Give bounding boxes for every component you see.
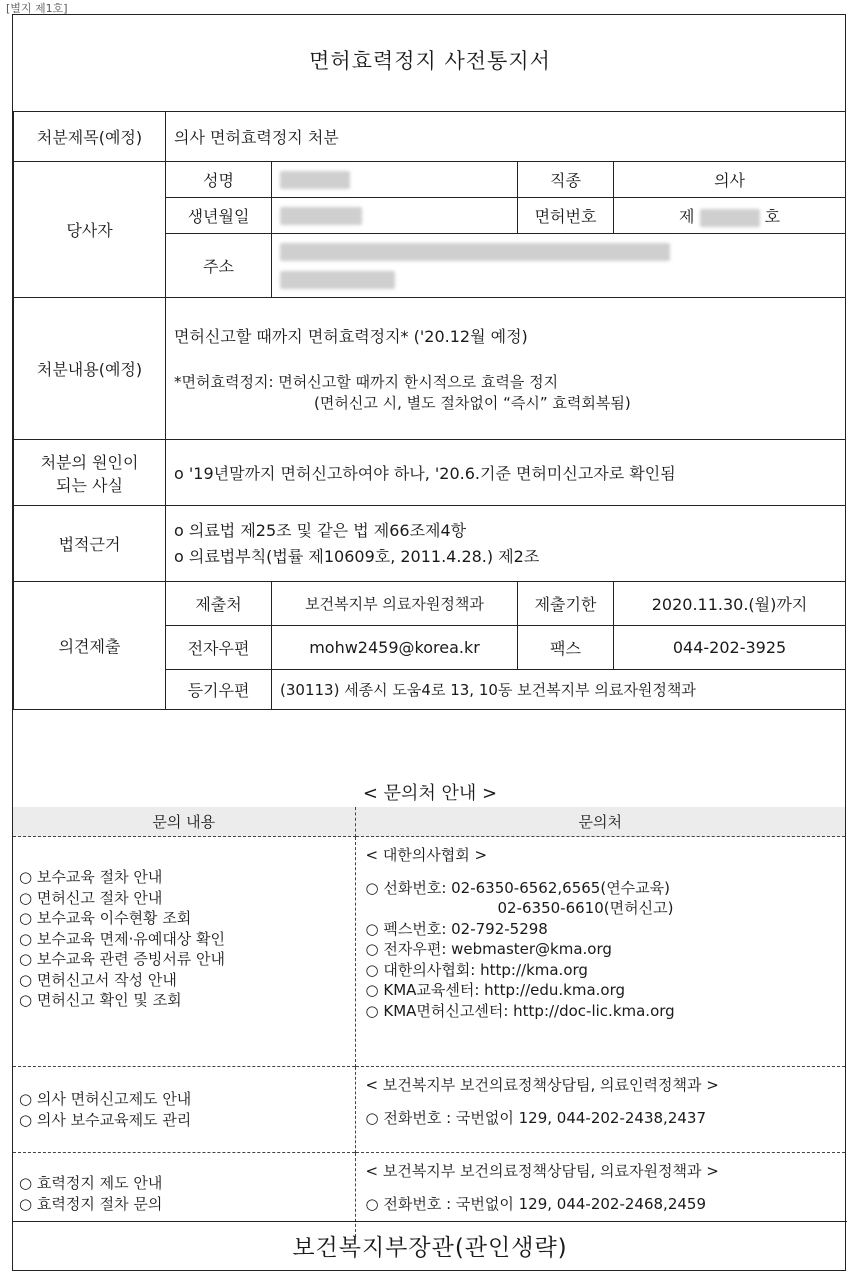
inquiry-item: ○ 효력정지 절차 문의 <box>19 1194 163 1213</box>
mail-label: 등기우편 <box>166 670 272 710</box>
job-value: 의사 <box>614 162 846 198</box>
submit-to-value: 보건복지부 의료자원정책과 <box>272 582 518 626</box>
inquiry-item: ○ 보수교육 이수현황 조회 <box>19 909 192 927</box>
contact-line: ○ 전화번호 : 국번없이 129, 044-202-2468,2459 <box>365 1194 707 1213</box>
job-label: 직종 <box>518 162 614 198</box>
inquiry-item: ○ 의사 면허신고제도 안내 <box>19 1090 192 1108</box>
legal-line-2: o 의료법부칙(법률 제10609호, 2011.4.28.) 제2조 <box>174 546 540 566</box>
birth-value <box>272 198 518 234</box>
inquiry-title: < 문의처 안내 > <box>362 783 498 804</box>
name-value <box>272 162 518 198</box>
content-row <box>14 298 846 440</box>
license-suffix: 호 <box>764 207 781 226</box>
name-label: 성명 <box>166 162 272 198</box>
birth-label: 생년월일 <box>166 198 272 234</box>
mail-value: (30113) 세종시 도움4로 13, 10동 보건복지부 의료자원정책과 <box>272 670 846 710</box>
disposition-title-label: 처분제목(예정) <box>14 112 166 162</box>
form-number: [별지 제1호] <box>6 2 68 15</box>
content-line-3: (면허신고 시, 별도 절차없이 “즉시” 효력회복됨) <box>314 394 631 412</box>
redacted-license <box>700 209 760 227</box>
signature: 보건복지부장관(관인생략) <box>13 1221 847 1271</box>
address-value <box>272 234 846 298</box>
redacted-birth <box>280 207 362 225</box>
license-value <box>614 198 846 234</box>
email-label: 전자우편 <box>166 626 272 670</box>
fax-label: 팩스 <box>518 626 614 670</box>
contact-line: ○ 전화번호 : 국번없이 129, 044-202-2438,2437 <box>365 1108 707 1127</box>
content-line-2: *면허효력정지: 면허신고할 때까지 한시적으로 효력을 정지 <box>174 373 559 391</box>
license-label: 면허번호 <box>518 198 614 234</box>
contact-line: ○ 대한의사협회: http://kma.org <box>365 960 588 979</box>
contact-line: ○ 전자우편: webmaster@kma.org <box>365 940 612 958</box>
opinion-row <box>14 582 846 626</box>
opinion-label: 의견제출 <box>14 582 166 710</box>
inquiry-item: ○ 면허신고 절차 안내 <box>19 888 163 907</box>
inquiry-item: ○ 보수교육 면제·유예대상 확인 <box>19 929 226 948</box>
cause-label-1: 처분의 원인이 <box>40 452 139 472</box>
inquiry-section-kma <box>13 837 845 1067</box>
inquiry-table <box>13 807 845 1237</box>
inquiry-item: ○ 효력정지 제도 안내 <box>19 1174 163 1192</box>
contact-line: ○ 선화번호: 02-6350-6562,6565(연수교육) <box>365 878 671 897</box>
inquiry-section-mohw-1 <box>13 1067 845 1153</box>
inquiry-item: ○ 면허신고 확인 및 조회 <box>19 991 182 1009</box>
contact-line: ○ KMA교육센터: http://edu.kma.org <box>365 981 626 999</box>
content-label: 처분내용(예정) <box>14 298 166 440</box>
notice-form <box>12 14 846 1271</box>
party-row <box>14 162 846 198</box>
inquiry-col-content: 문의 내용 <box>13 807 355 837</box>
legal-label: 법적근거 <box>14 506 166 582</box>
contact-org: < 대한의사협회 > <box>365 846 488 864</box>
inquiry-item: ○ 보수교육 관련 증빙서류 안내 <box>19 950 226 968</box>
address-label: 주소 <box>166 234 272 298</box>
content-line-1: 면허신고할 때까지 면허효력정지* ('20.12월 예정) <box>174 327 528 346</box>
cause-label-2: 되는 사실 <box>56 475 123 495</box>
disposition-title-value: 의사 면허효력정지 처분 <box>166 112 846 162</box>
contact-line: 02-6350-6610(면허신고) <box>497 899 674 917</box>
cause-row <box>14 440 846 506</box>
party-label: 당사자 <box>14 162 166 298</box>
legal-line-1: o 의료법 제25조 및 같은 법 제66조제4항 <box>174 520 467 540</box>
redacted-address-2 <box>280 271 395 289</box>
legal-row <box>14 506 846 582</box>
inquiry-item: ○ 면허신고서 작성 안내 <box>19 970 177 989</box>
deadline-value: 2020.11.30.(월)까지 <box>614 582 846 626</box>
inquiry-item: ○ 보수교육 절차 안내 <box>19 868 163 886</box>
submit-to-label: 제출처 <box>166 582 272 626</box>
redacted-name <box>280 171 350 189</box>
email-value: mohw2459@korea.kr <box>272 626 518 670</box>
redacted-address-1 <box>280 243 670 261</box>
contact-line: ○ 펙스번호: 02-792-5298 <box>365 919 548 938</box>
contact-org: < 보건복지부 보건의료정책상담팀, 의료자원정책과 > <box>365 1162 719 1180</box>
fax-value: 044-202-3925 <box>614 626 846 670</box>
document-title: 면허효력정지 사전통지서 <box>309 49 551 73</box>
inquiry-col-contact: 문의처 <box>355 807 845 837</box>
cause-value: o '19년말까지 면허신고하여야 하나, '20.6.기준 면허미신고자로 확인됨 <box>166 440 846 506</box>
inquiry-header <box>13 807 845 837</box>
disposition-title-row <box>14 112 846 162</box>
inquiry-item: ○ 의사 보수교육제도 관리 <box>19 1110 192 1129</box>
contact-line: ○ KMA면허신고센터: http://doc-lic.kma.org <box>365 1001 675 1020</box>
contact-org: < 보건복지부 보건의료정책상담팀, 의료인력정책과 > <box>365 1076 719 1094</box>
notice-table <box>13 111 846 710</box>
deadline-label: 제출기한 <box>518 582 614 626</box>
license-prefix: 제 <box>678 207 695 226</box>
